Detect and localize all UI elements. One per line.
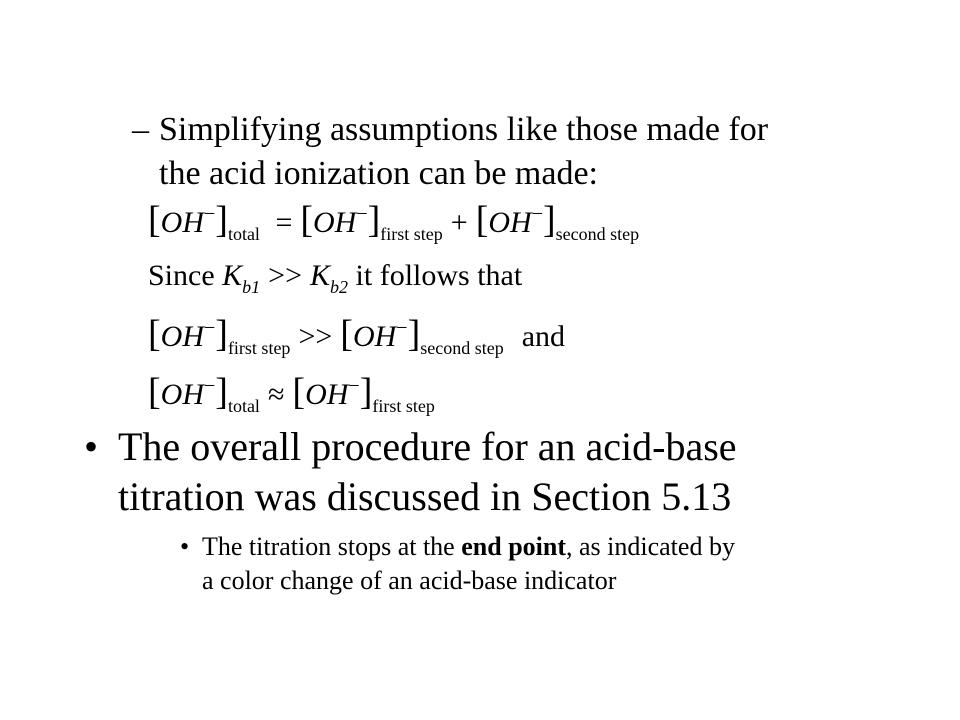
main-bullet-overall-procedure: [84, 422, 904, 522]
end-point-term: end point: [461, 532, 566, 561]
sub-bullet-titration-stops: [180, 530, 880, 598]
sub-bullet-simplifying: [132, 108, 852, 196]
subscript-b2: b2: [330, 277, 349, 297]
sub2-bullet-line-2: a color change of an acid-base indicator: [202, 566, 617, 595]
charge-minus: −: [204, 375, 216, 397]
charge-minus: −: [204, 317, 216, 339]
k-symbol: K: [310, 259, 331, 292]
oh-symbol: OH: [160, 206, 204, 239]
and-text: and: [521, 320, 566, 353]
equation-since-kb: [148, 256, 522, 296]
bullet-marker: •: [180, 532, 190, 561]
much-greater-sign: >>: [298, 320, 333, 353]
subscript-second-step: second step: [555, 224, 640, 244]
plus-sign: +: [450, 206, 468, 239]
equation-total-hydroxide: $[OH^-]_{total} = [OH^-]_{first step} + [OH^-]_{second step}$: [148, 199, 640, 244]
main-bullet-line-2: titration was discussed in Section 5.13: [118, 474, 732, 519]
charge-minus: −: [531, 203, 543, 225]
subscript-total: total: [227, 396, 260, 416]
equals-sign: =: [275, 206, 293, 239]
text-after-bold: , as indicated by: [566, 532, 735, 561]
follows-text: it follows that: [355, 259, 523, 292]
subscript-total: total: [227, 224, 260, 244]
subscript-first-step: first step: [380, 224, 443, 244]
dash-marker: –: [132, 111, 149, 148]
oh-symbol: OH: [352, 320, 397, 353]
since-text: Since: [148, 259, 215, 292]
oh-symbol: OH: [160, 378, 204, 411]
subscript-first-step: first step: [372, 396, 435, 416]
much-greater-sign: >>: [268, 259, 303, 292]
oh-symbol: OH: [488, 206, 532, 239]
bullet-marker: •: [84, 424, 99, 469]
equation-first-much-greater: $[OH^-]_{first step} >> [OH^-]_{second step}$ and: [148, 313, 566, 358]
subscript-second-step: second step: [420, 338, 504, 358]
sub-bullet-line-2: the acid ionization can be made:: [159, 155, 598, 192]
sub2-bullet-line-1: [202, 530, 880, 564]
equation-total-approx: $[OH^-]_{total} \approx [OH^-]_{first step}$: [148, 371, 435, 416]
subscript-first-step: first step: [227, 338, 291, 358]
k-symbol: K: [222, 259, 243, 292]
oh-symbol: OH: [160, 320, 204, 353]
oh-symbol: OH: [305, 378, 349, 411]
subscript-b1: b1: [242, 277, 261, 297]
charge-minus: −: [348, 375, 360, 397]
text-before-bold: The titration stops at the: [202, 532, 462, 561]
main-bullet-line-1: The overall procedure for an acid-base: [118, 424, 737, 469]
sub-bullet-line-1: Simplifying assumptions like those made for: [159, 111, 769, 148]
charge-minus: −: [204, 203, 216, 225]
charge-minus: −: [356, 203, 368, 225]
approx-sign: ≈: [267, 378, 285, 411]
oh-symbol: OH: [313, 206, 357, 239]
charge-minus: −: [396, 317, 408, 339]
